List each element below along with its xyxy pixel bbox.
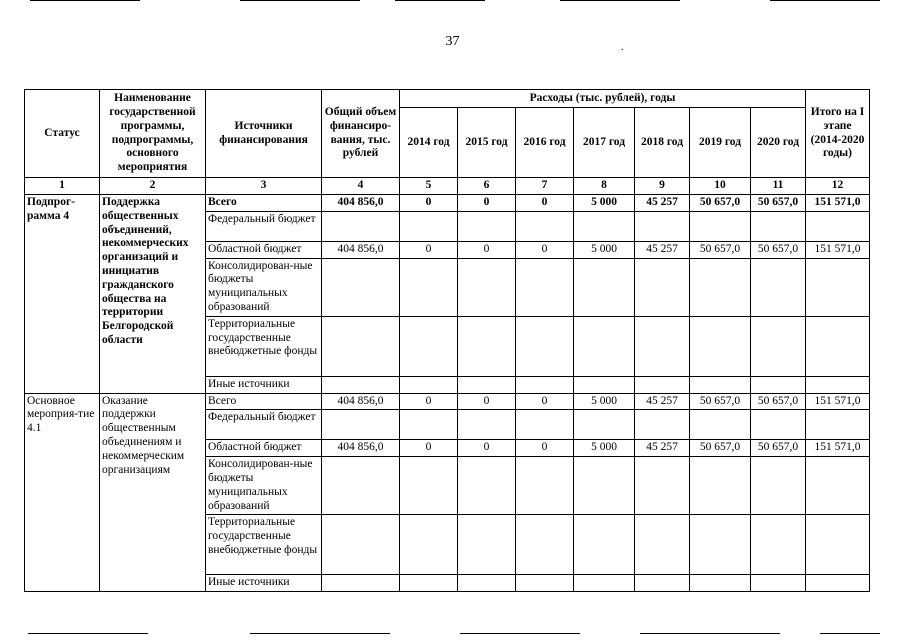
column-number: 10 [690, 178, 751, 195]
year-value-cell [574, 457, 635, 515]
year-value-cell [690, 211, 751, 241]
column-number: 12 [806, 178, 870, 195]
year-value-cell [690, 258, 751, 316]
year-value-cell [574, 575, 635, 592]
total-cell [322, 515, 400, 575]
year-value-cell [574, 515, 635, 575]
top-rule [560, 0, 680, 1]
year-value-cell [400, 211, 458, 241]
year-value-cell: 0 [458, 393, 516, 410]
year-value-cell [400, 258, 458, 316]
year-value-cell [574, 410, 635, 440]
year-value-cell [751, 515, 806, 575]
year-value-cell [635, 575, 690, 592]
year-value-cell [635, 258, 690, 316]
year-value-cell [516, 316, 574, 376]
year-value-cell: 0 [458, 195, 516, 212]
year-value-cell [690, 316, 751, 376]
year-value-cell [635, 457, 690, 515]
program-name-cell: Оказание поддержки общественным объединениям и некоммерческим организациям [100, 393, 206, 592]
status-cell: Основное мероприя-тие 4.1 [25, 393, 100, 592]
program-name-cell: Поддержка общественных объединений, некоммерческих организаций и инициатив гражданского общества на территории Белгородской области [100, 195, 206, 394]
year-value-cell [635, 515, 690, 575]
year-value-cell [751, 575, 806, 592]
total-cell: 404 856,0 [322, 241, 400, 258]
source-cell: Иные источники [206, 376, 322, 393]
year-value-cell [690, 457, 751, 515]
source-cell: Иные источники [206, 575, 322, 592]
year-value-cell [516, 258, 574, 316]
total-cell [322, 575, 400, 592]
year-value-cell: 50 657,0 [690, 393, 751, 410]
source-cell: Федеральный бюджет [206, 211, 322, 241]
header-year: 2020 год [751, 108, 806, 178]
stage-total-cell [806, 316, 870, 376]
year-value-cell [458, 575, 516, 592]
header-year: 2016 год [516, 108, 574, 178]
year-value-cell: 5 000 [574, 241, 635, 258]
year-value-cell: 0 [400, 440, 458, 457]
year-value-cell [458, 211, 516, 241]
column-number: 9 [635, 178, 690, 195]
source-cell: Территориальные государственные внебюджетные фонды [206, 515, 322, 575]
year-value-cell: 0 [516, 241, 574, 258]
bottom-rule [820, 633, 880, 634]
year-value-cell [516, 457, 574, 515]
year-value-cell: 0 [516, 393, 574, 410]
column-number: 7 [516, 178, 574, 195]
page-mark: . [621, 42, 624, 53]
year-value-cell: 0 [400, 393, 458, 410]
stage-total-cell [806, 376, 870, 393]
year-value-cell: 0 [400, 241, 458, 258]
column-number: 5 [400, 178, 458, 195]
bottom-rule [460, 633, 580, 634]
stage-total-cell: 151 571,0 [806, 241, 870, 258]
year-value-cell: 5 000 [574, 393, 635, 410]
total-cell [322, 410, 400, 440]
header-name: Наименование государственной программы, подпрограммы, основного мероприятия [100, 90, 206, 178]
year-value-cell [751, 457, 806, 515]
year-value-cell [690, 515, 751, 575]
year-value-cell: 0 [458, 440, 516, 457]
year-value-cell [574, 316, 635, 376]
year-value-cell: 0 [458, 241, 516, 258]
year-value-cell [400, 575, 458, 592]
year-value-cell [516, 515, 574, 575]
stage-total-cell [806, 258, 870, 316]
total-cell [322, 457, 400, 515]
stage-total-cell [806, 410, 870, 440]
source-cell: Федеральный бюджет [206, 410, 322, 440]
header-total: Общий объем финансиро-вания, тыс. рублей [322, 90, 400, 178]
header-year: 2014 год [400, 108, 458, 178]
total-cell [322, 376, 400, 393]
year-value-cell: 5 000 [574, 195, 635, 212]
year-value-cell [574, 376, 635, 393]
year-value-cell: 5 000 [574, 440, 635, 457]
year-value-cell [751, 211, 806, 241]
year-value-cell [574, 211, 635, 241]
top-rule [30, 0, 140, 1]
year-value-cell: 0 [516, 440, 574, 457]
stage-total-cell: 151 571,0 [806, 440, 870, 457]
year-value-cell [516, 575, 574, 592]
year-value-cell [635, 410, 690, 440]
stage-total-cell [806, 575, 870, 592]
year-value-cell [751, 316, 806, 376]
stage-total-cell [806, 457, 870, 515]
source-cell: Консолидирован-ные бюджеты муниципальных образований [206, 457, 322, 515]
source-cell: Территориальные государственные внебюджетные фонды [206, 316, 322, 376]
header-year: 2018 год [635, 108, 690, 178]
year-value-cell: 0 [400, 195, 458, 212]
year-value-cell: 0 [516, 195, 574, 212]
year-value-cell: 45 257 [635, 393, 690, 410]
year-value-cell: 45 257 [635, 241, 690, 258]
year-value-cell [690, 410, 751, 440]
top-rule [240, 0, 360, 1]
year-value-cell [751, 376, 806, 393]
source-cell: Всего [206, 393, 322, 410]
year-value-cell: 45 257 [635, 195, 690, 212]
column-number: 1 [25, 178, 100, 195]
bottom-rule [250, 633, 390, 634]
year-value-cell [635, 316, 690, 376]
year-value-cell [635, 376, 690, 393]
year-value-cell [516, 376, 574, 393]
year-value-cell [400, 457, 458, 515]
column-number: 6 [458, 178, 516, 195]
stage-total-cell: 151 571,0 [806, 195, 870, 212]
column-number: 2 [100, 178, 206, 195]
total-cell: 404 856,0 [322, 440, 400, 457]
source-cell: Консолидирован-ные бюджеты муниципальных образований [206, 258, 322, 316]
year-value-cell [458, 376, 516, 393]
column-number: 8 [574, 178, 635, 195]
year-value-cell [400, 410, 458, 440]
total-cell [322, 316, 400, 376]
column-number: 11 [751, 178, 806, 195]
year-value-cell [458, 258, 516, 316]
header-stage-total: Итого на I этапе (2014-2020 годы) [806, 90, 870, 178]
year-value-cell: 50 657,0 [690, 241, 751, 258]
header-status: Статус [25, 90, 100, 178]
year-value-cell [458, 515, 516, 575]
year-value-cell [516, 410, 574, 440]
year-value-cell [751, 258, 806, 316]
year-value-cell [635, 211, 690, 241]
total-cell [322, 211, 400, 241]
stage-total-cell [806, 515, 870, 575]
column-number: 3 [206, 178, 322, 195]
table-row [25, 393, 870, 410]
source-cell: Всего [206, 195, 322, 212]
year-value-cell [400, 515, 458, 575]
year-value-cell [690, 575, 751, 592]
year-value-cell: 50 657,0 [690, 440, 751, 457]
year-value-cell [400, 316, 458, 376]
year-value-cell [458, 316, 516, 376]
total-cell: 404 856,0 [322, 393, 400, 410]
year-value-cell: 45 257 [635, 440, 690, 457]
year-value-cell: 50 657,0 [751, 393, 806, 410]
year-value-cell: 50 657,0 [690, 195, 751, 212]
year-value-cell: 50 657,0 [751, 195, 806, 212]
header-year: 2015 год [458, 108, 516, 178]
stage-total-cell: 151 571,0 [806, 393, 870, 410]
top-rule [395, 0, 485, 1]
year-value-cell [458, 457, 516, 515]
source-cell: Областной бюджет [206, 440, 322, 457]
year-value-cell [516, 211, 574, 241]
header-year: 2019 год [690, 108, 751, 178]
header-expenses: Расходы (тыс. рублей), годы [400, 90, 806, 108]
top-rule [770, 0, 880, 1]
bottom-rule [28, 633, 148, 634]
year-value-cell: 50 657,0 [751, 440, 806, 457]
year-value-cell [574, 258, 635, 316]
year-value-cell [458, 410, 516, 440]
status-cell: Подпрог-рамма 4 [25, 195, 100, 394]
total-cell [322, 258, 400, 316]
column-number: 4 [322, 178, 400, 195]
header-year: 2017 год [574, 108, 635, 178]
page-number: 37 [445, 34, 460, 49]
source-cell: Областной бюджет [206, 241, 322, 258]
year-value-cell: 50 657,0 [751, 241, 806, 258]
year-value-cell [400, 376, 458, 393]
stage-total-cell [806, 211, 870, 241]
year-value-cell [690, 376, 751, 393]
table-body [25, 195, 870, 592]
header-sources: Источники финансирования [206, 90, 322, 178]
total-cell: 404 856,0 [322, 195, 400, 212]
table-row [25, 195, 870, 212]
year-value-cell [751, 410, 806, 440]
budget-table [24, 89, 870, 592]
bottom-rule [640, 633, 780, 634]
